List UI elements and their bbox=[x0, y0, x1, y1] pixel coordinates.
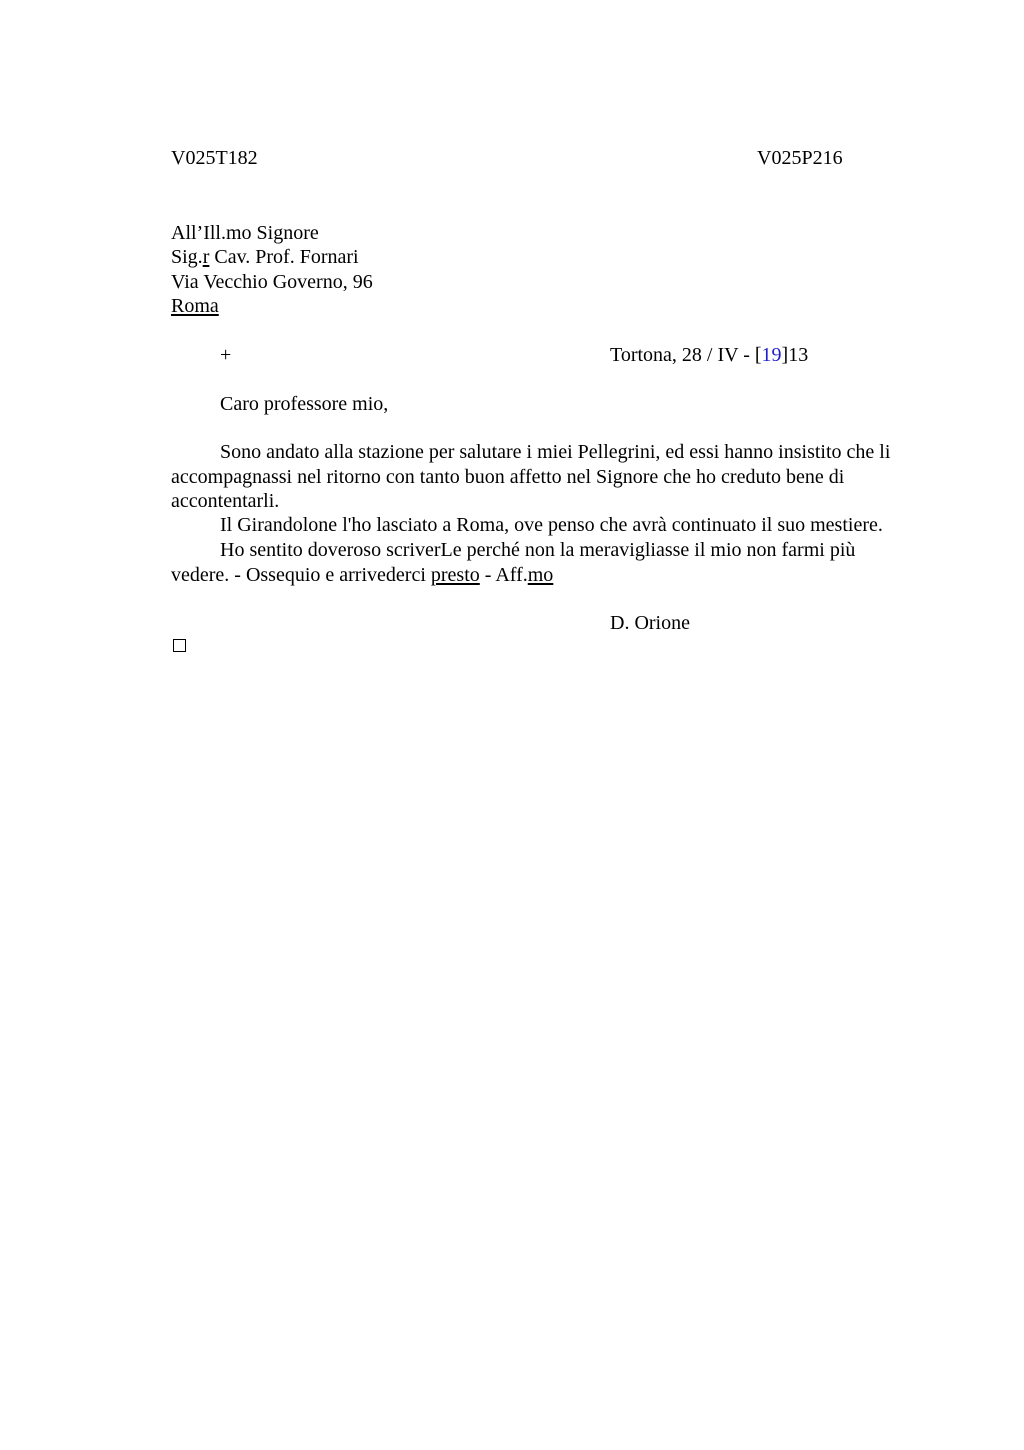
body-paragraph-2: Il Girandolone l'ho lasciato a Roma, ove penso che avrà continuato il suo mestiere. bbox=[220, 514, 883, 536]
editorial-year-insert: 19 bbox=[761, 344, 782, 366]
cross-symbol: + bbox=[220, 344, 232, 366]
place-date-year-end: ]13 bbox=[781, 344, 809, 366]
address-city: Roma bbox=[171, 295, 219, 317]
archive-code-left: V025T182 bbox=[171, 147, 258, 169]
body-paragraph-1: Sono andato alla stazione per salutare i miei Pellegrini, ed essi hanno insistito che li accompagnassi nel ritorno con tanto buon affetto nel Signore che ho creduto bene di accontentarli. bbox=[171, 441, 891, 512]
address-title-abbrev: Sig. bbox=[171, 246, 203, 268]
salutation: Caro professore mio, bbox=[220, 393, 389, 415]
place-date bbox=[610, 343, 808, 367]
body-paragraph-3 bbox=[171, 538, 891, 587]
body-paragraph-3-text: Ho sentito doveroso scriverLe perché non la meravigliasse il mio non farmi più vedere. - Ossequio e arrivederci bbox=[171, 539, 856, 586]
address-name: Cav. Prof. Fornari bbox=[209, 246, 359, 268]
underlined-presto: presto bbox=[430, 563, 480, 586]
address-line-1: All’Ill.mo Signore bbox=[171, 222, 319, 244]
address-title-superscript: r bbox=[202, 246, 210, 268]
address-line-3: Via Vecchio Governo, 96 bbox=[171, 271, 373, 293]
signature: D. Orione bbox=[610, 612, 690, 634]
closing-abbrev: - Aff. bbox=[479, 563, 528, 586]
closing-superscript: mo bbox=[527, 563, 554, 586]
place-date-text: Tortona, 28 / IV - [ bbox=[610, 344, 762, 366]
end-marker-box-icon bbox=[173, 639, 186, 652]
address-line-2 bbox=[171, 245, 359, 269]
archive-code-right: V025P216 bbox=[757, 147, 843, 169]
